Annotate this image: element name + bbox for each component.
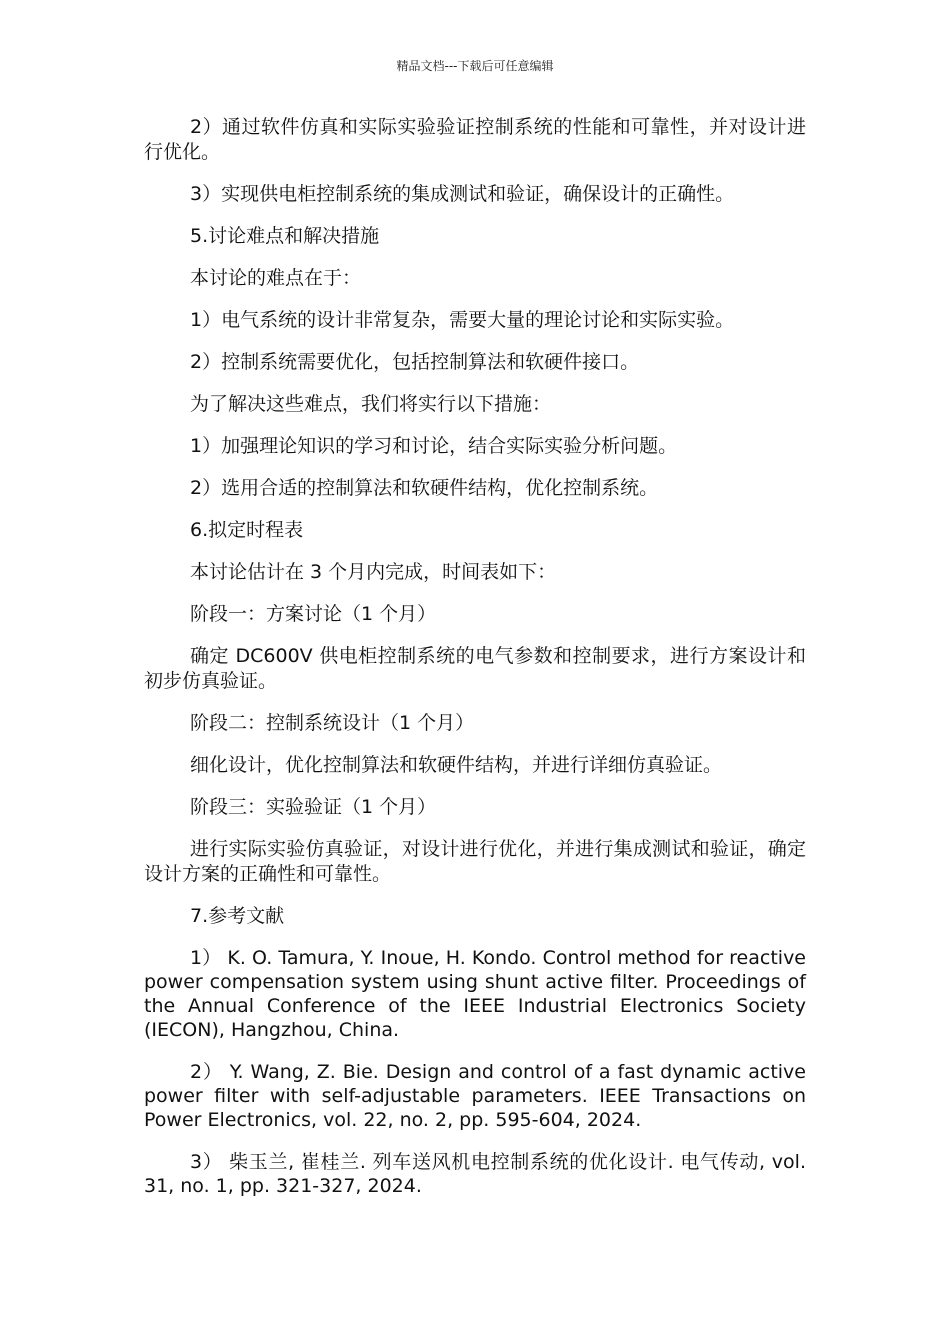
page-header: 精品文档---下载后可任意编辑 (396, 59, 554, 73)
phase-title: 阶段一：方案讨论（1 个月） (190, 603, 437, 625)
paragraph: 进行实际实验仿真验证，对设计进行优化，并进行集成测试和验证，确定设计方案的正确性和可靠性。 (144, 838, 806, 885)
paragraph: 细化设计，优化控制算法和软硬件结构，并进行详细仿真验证。 (190, 754, 723, 776)
phase-title: 阶段三：实验验证（1 个月） (190, 796, 437, 818)
reference-item: 3） 柴玉兰, 崔桂兰. 列车送风机电控制系统的优化设计. 电气传动, vol. 31, no. 1, pp. 321-327, 2024. (144, 1151, 806, 1197)
section-heading: 6.拟定时程表 (190, 519, 304, 541)
list-item: 1）电气系统的设计非常复杂，需要大量的理论讨论和实际实验。 (190, 309, 735, 331)
section-heading: 7.参考文献 (190, 905, 285, 927)
paragraph: 2）通过软件仿真和实际实验验证控制系统的性能和可靠性，并对设计进行优化。 (144, 116, 806, 163)
list-item: 1）加强理论知识的学习和讨论，结合实际实验分析问题。 (190, 435, 678, 457)
phase-title: 阶段二：控制系统设计（1 个月） (190, 712, 475, 734)
list-item: 2）选用合适的控制算法和软硬件结构，优化控制系统。 (190, 477, 659, 499)
paragraph: 本讨论估计在 3 个月内完成，时间表如下： (190, 561, 557, 583)
paragraph: 确定 DC600V 供电柜控制系统的电气参数和控制要求，进行方案设计和初步仿真验证。 (144, 645, 806, 692)
document-body (144, 115, 806, 1216)
paragraph: 3）实现供电柜控制系统的集成测试和验证，确保设计的正确性。 (190, 183, 735, 205)
paragraph: 本讨论的难点在于： (190, 267, 362, 289)
paragraph: 为了解决这些难点，我们将实行以下措施： (190, 393, 552, 415)
reference-item: 2） Y. Wang, Z. Bie. Design and control of a fast dynamic active power filter with self-adjustable parameters. IEEE Transactions on Power Electronics, vol. 22, no. 2, pp. 595-604, 2024. (144, 1061, 806, 1131)
section-heading: 5.讨论难点和解决措施 (190, 225, 380, 247)
list-item: 2）控制系统需要优化，包括控制算法和软硬件接口。 (190, 351, 640, 373)
reference-item: 1） K. O. Tamura, Y. Inoue, H. Kondo. Control method for reactive power compensation system using shunt active filter. Proceedings of the Annual Conference of the IEEE Industrial Electronics Society (IECON), Hangzhou, China. (144, 947, 806, 1041)
